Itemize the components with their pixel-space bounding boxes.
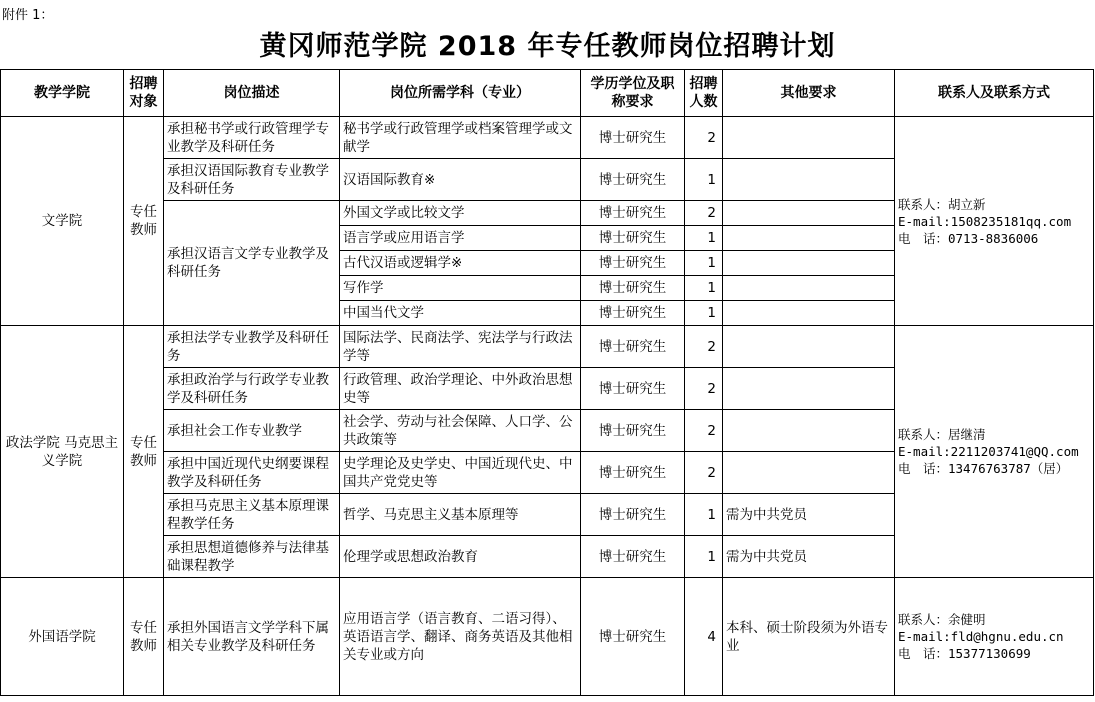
target-cell: 专任教师 <box>124 578 164 696</box>
degree-cell: 博士研究生 <box>581 452 685 494</box>
description-cell: 承担政治学与行政学专业教学及科研任务 <box>164 368 340 410</box>
discipline-cell: 中国当代文学 <box>340 301 581 326</box>
other-cell <box>723 251 895 276</box>
description-cell: 承担汉语言文学专业教学及科研任务 <box>164 201 340 326</box>
discipline-cell: 史学理论及史学史、中国近现代史、中国共产党党史等 <box>340 452 581 494</box>
other-cell <box>723 201 895 226</box>
other-cell: 本科、硕士阶段须为外语专业 <box>723 578 895 696</box>
count-cell: 1 <box>685 301 723 326</box>
degree-cell: 博士研究生 <box>581 494 685 536</box>
discipline-cell: 国际法学、民商法学、宪法学与行政法学等 <box>340 326 581 368</box>
college-cell: 政法学院 马克思主义学院 <box>1 326 124 578</box>
header-description: 岗位描述 <box>164 70 340 117</box>
contact-person: 联系人：居继清 <box>898 427 986 442</box>
other-cell <box>723 301 895 326</box>
contact-cell <box>895 117 1094 326</box>
degree-cell: 博士研究生 <box>581 251 685 276</box>
discipline-cell: 行政管理、政治学理论、中外政治思想史等 <box>340 368 581 410</box>
contact-person: 联系人：胡立新 <box>898 196 986 212</box>
discipline-cell: 写作学 <box>340 276 581 301</box>
contact-email: E-mail:fld@hgnu.edu.cn <box>898 629 1064 644</box>
count-cell: 1 <box>685 536 723 578</box>
table-row <box>1 578 1094 696</box>
count-cell: 1 <box>685 226 723 251</box>
count-cell: 2 <box>685 410 723 452</box>
other-cell <box>723 410 895 452</box>
degree-cell: 博士研究生 <box>581 410 685 452</box>
degree-cell: 博士研究生 <box>581 226 685 251</box>
target-cell: 专任教师 <box>124 326 164 578</box>
other-cell: 需为中共党员 <box>723 494 895 536</box>
count-cell: 2 <box>685 326 723 368</box>
table-row <box>1 326 1094 368</box>
count-cell: 2 <box>685 368 723 410</box>
header-row <box>1 70 1094 117</box>
table-row <box>1 117 1094 159</box>
contact-email: E-mail:1508235181qq.com <box>898 213 1072 229</box>
description-cell: 承担马克思主义基本原理课程教学任务 <box>164 494 340 536</box>
description-cell: 承担秘书学或行政管理学专业教学及科研任务 <box>164 117 340 159</box>
discipline-cell: 秘书学或行政管理学或档案管理学或文献学 <box>340 117 581 159</box>
other-cell <box>723 226 895 251</box>
header-discipline: 岗位所需学科（专业） <box>340 70 581 117</box>
count-cell: 4 <box>685 578 723 696</box>
discipline-cell: 哲学、马克思主义基本原理等 <box>340 494 581 536</box>
count-cell: 1 <box>685 494 723 536</box>
header-college: 教学学院 <box>1 70 124 117</box>
discipline-cell: 应用语言学（语言教育、二语习得）、英语语言学、翻译、商务英语及其他相关专业或方向 <box>340 578 581 696</box>
contact-email: E-mail:2211203741@QQ.com <box>898 444 1079 459</box>
header-count: 招聘人数 <box>685 70 723 117</box>
degree-cell: 博士研究生 <box>581 159 685 201</box>
page-title: 黄冈师范学院 2018 年专任教师岗位招聘计划 <box>259 31 836 62</box>
discipline-cell: 社会学、劳动与社会保障、人口学、公共政策等 <box>340 410 581 452</box>
target-cell: 专任教师 <box>124 117 164 326</box>
other-cell <box>723 368 895 410</box>
description-cell: 承担思想道德修养与法律基础课程教学 <box>164 536 340 578</box>
count-cell: 1 <box>685 276 723 301</box>
description-cell: 承担社会工作专业教学 <box>164 410 340 452</box>
contact-person: 联系人：余健明 <box>898 612 986 627</box>
count-cell: 2 <box>685 117 723 159</box>
other-cell <box>723 276 895 301</box>
discipline-cell: 伦理学或思想政治教育 <box>340 536 581 578</box>
header-contact: 联系人及联系方式 <box>895 70 1094 117</box>
discipline-cell: 古代汉语或逻辑学※ <box>340 251 581 276</box>
other-cell: 需为中共党员 <box>723 536 895 578</box>
discipline-cell: 语言学或应用语言学 <box>340 226 581 251</box>
count-cell: 1 <box>685 251 723 276</box>
other-cell <box>723 452 895 494</box>
contact-phone: 电 话：15377130699 <box>898 646 1031 661</box>
degree-cell: 博士研究生 <box>581 301 685 326</box>
other-cell <box>723 117 895 159</box>
contact-cell <box>895 326 1094 578</box>
description-cell: 承担法学专业教学及科研任务 <box>164 326 340 368</box>
header-other: 其他要求 <box>723 70 895 117</box>
description-cell: 承担汉语国际教育专业教学及科研任务 <box>164 159 340 201</box>
attachment-label: 附件 1： <box>2 8 54 23</box>
degree-cell: 博士研究生 <box>581 536 685 578</box>
contact-phone: 电 话：0713-8836006 <box>898 230 1039 246</box>
recruitment-table <box>0 69 1094 696</box>
table-body <box>1 117 1094 696</box>
discipline-cell: 外国文学或比较文学 <box>340 201 581 226</box>
degree-cell: 博士研究生 <box>581 368 685 410</box>
count-cell: 2 <box>685 201 723 226</box>
count-cell: 1 <box>685 159 723 201</box>
header-target: 招聘对象 <box>124 70 164 117</box>
count-cell: 2 <box>685 452 723 494</box>
contact-phone: 电 话：13476763787（居） <box>898 461 1069 476</box>
college-cell: 外国语学院 <box>1 578 124 696</box>
degree-cell: 博士研究生 <box>581 201 685 226</box>
description-cell: 承担中国近现代史纲要课程教学及科研任务 <box>164 452 340 494</box>
college-cell: 文学院 <box>1 117 124 326</box>
degree-cell: 博士研究生 <box>581 578 685 696</box>
other-cell <box>723 326 895 368</box>
contact-cell <box>895 578 1094 696</box>
discipline-cell: 汉语国际教育※ <box>340 159 581 201</box>
other-cell <box>723 159 895 201</box>
description-cell: 承担外国语言文学学科下属相关专业教学及科研任务 <box>164 578 340 696</box>
header-degree: 学历学位及职称要求 <box>581 70 685 117</box>
degree-cell: 博士研究生 <box>581 117 685 159</box>
degree-cell: 博士研究生 <box>581 326 685 368</box>
degree-cell: 博士研究生 <box>581 276 685 301</box>
